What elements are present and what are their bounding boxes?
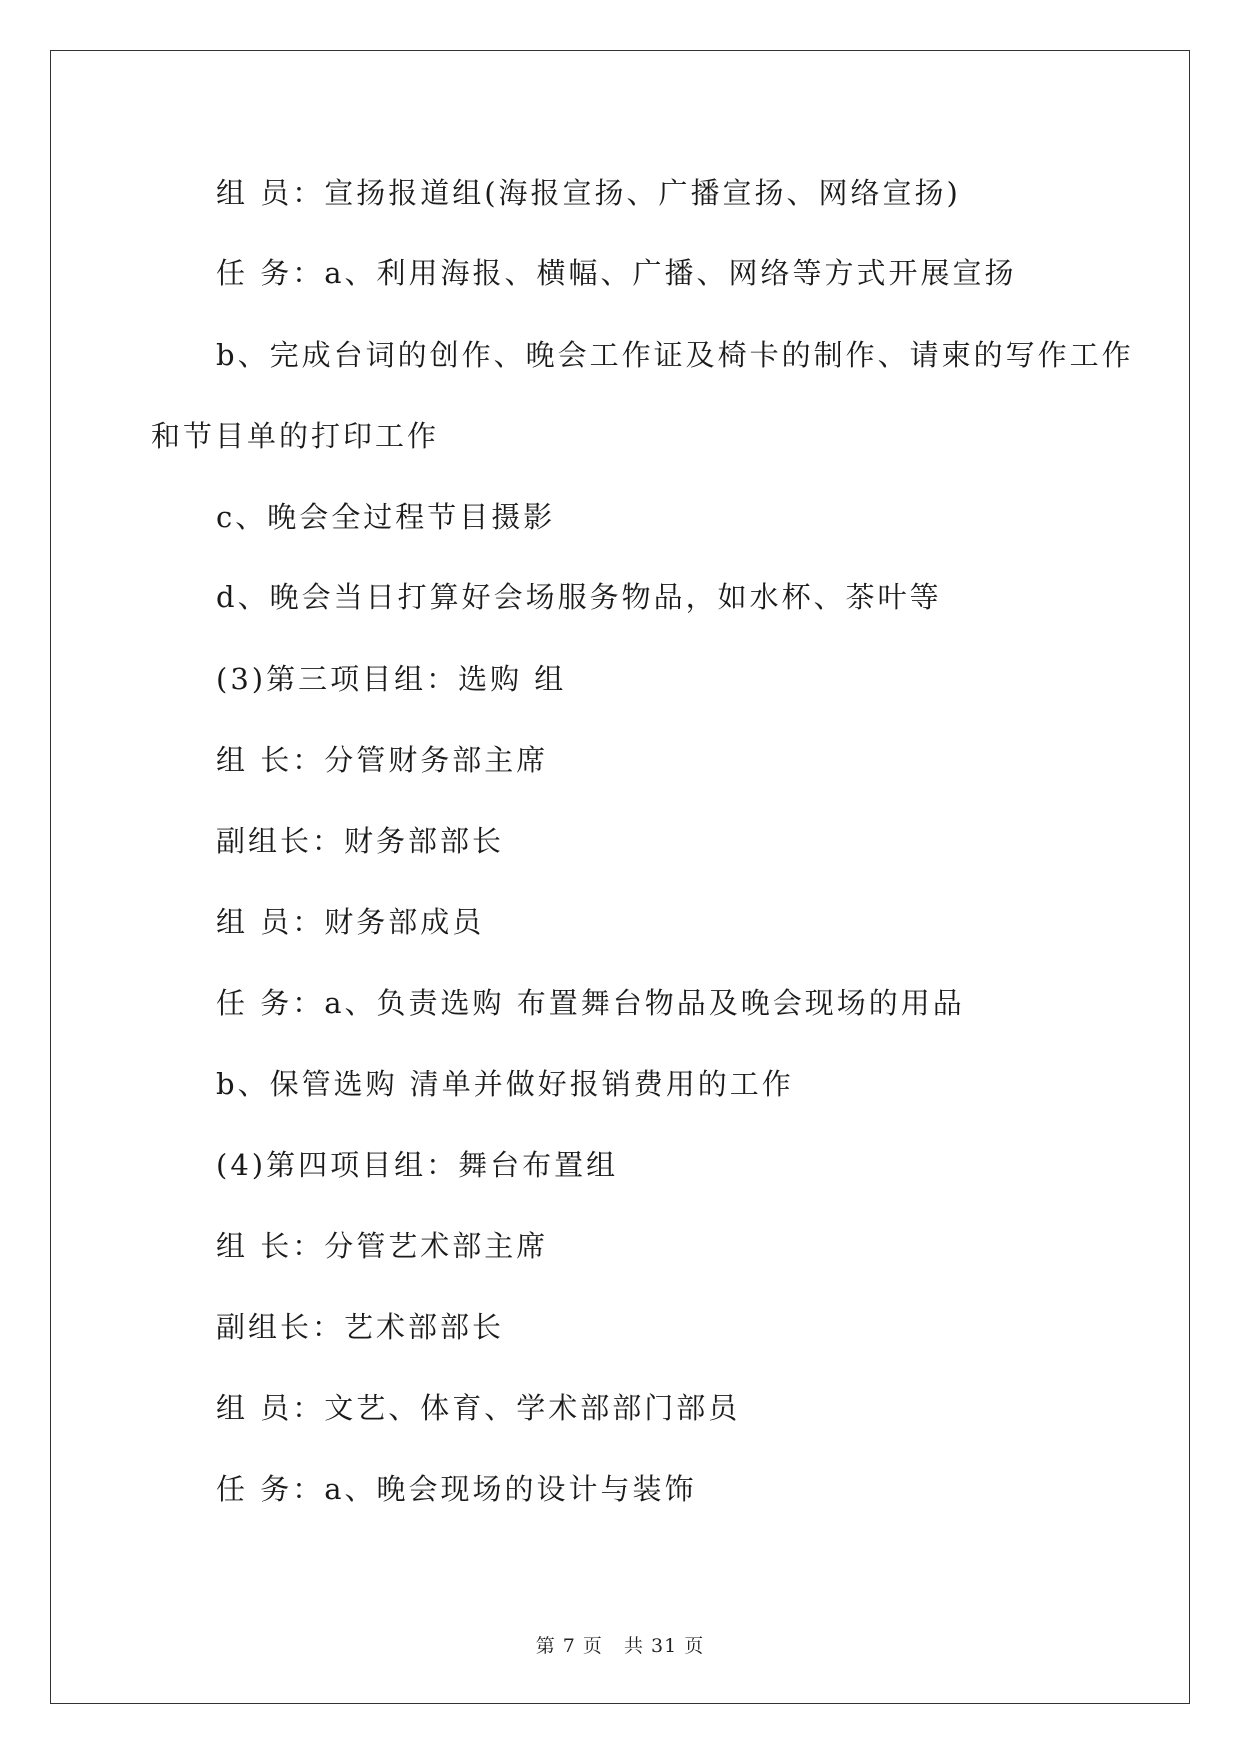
text-line-members-publicity: 组 员：宣扬报道组(海报宣扬、广播宣扬、网络宣扬) xyxy=(216,176,961,210)
text-line-group-3-members: 组 员：财务部成员 xyxy=(216,905,485,939)
page-number-label: 第 7 页 共 31 页 xyxy=(535,1635,705,1657)
text-line-group-4-heading: (4)第四项目组：舞台布置组 xyxy=(216,1148,619,1182)
page-frame xyxy=(50,50,1190,1704)
text-line-task-publicity-c: c、晚会全过程节目摄影 xyxy=(216,500,556,534)
text-line-group-3-task-b: b、保管选购 清单并做好报销费用的工作 xyxy=(216,1067,794,1101)
page-footer xyxy=(51,1631,1189,1658)
text-line-group-4-deputy: 副组长：艺术部部长 xyxy=(216,1310,505,1344)
text-line-group-4-members: 组 员：文艺、体育、学术部部门部员 xyxy=(216,1391,741,1425)
text-line-group-3-leader: 组 长：分管财务部主席 xyxy=(216,743,549,777)
text-line-group-3-deputy: 副组长：财务部部长 xyxy=(216,824,505,858)
text-line-task-publicity-a: 任 务：a、利用海报、横幅、广播、网络等方式开展宣扬 xyxy=(216,256,1017,290)
text-line-task-publicity-b: b、完成台词的创作、晚会工作证及椅卡的制作、请柬的写作工作 xyxy=(216,338,1134,372)
text-line-group-4-leader: 组 长：分管艺术部主席 xyxy=(216,1229,549,1263)
document-body xyxy=(51,51,1189,1703)
text-line-group-3-heading: (3)第三项目组：选购 组 xyxy=(216,662,567,696)
text-line-group-4-task-a: 任 务：a、晚会现场的设计与装饰 xyxy=(216,1472,697,1506)
text-line-group-3-task-a: 任 务：a、负责选购 布置舞台物品及晚会现场的用品 xyxy=(216,986,965,1020)
text-line-task-publicity-d: d、晚会当日打算好会场服务物品，如水杯、茶叶等 xyxy=(216,580,942,614)
text-line-task-publicity-b-cont: 和节目单的打印工作 xyxy=(151,419,440,453)
